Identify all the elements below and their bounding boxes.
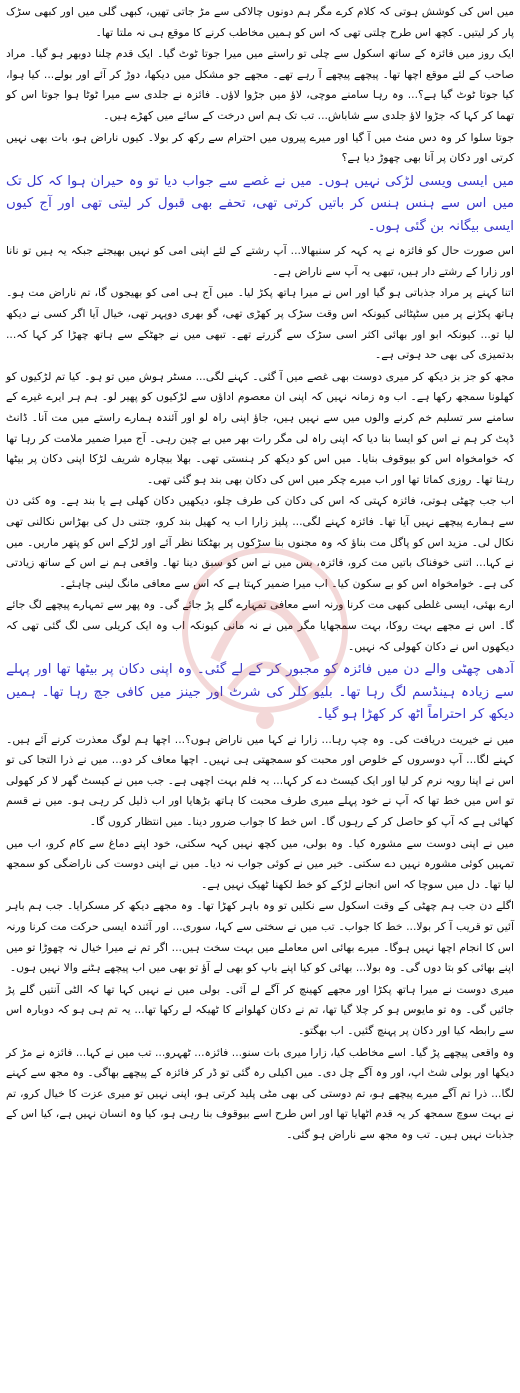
paragraph-13: وہ واقعی پیچھے پڑ گیا۔ اسے مخاطب کیا، زارا میری بات سنو... فائزہ... ٹھہرو... تب میں نے کہا... فائزہ نے مڑ کر دیکھا اور بولی شٹ اپ، اور وہ آگے چل دی۔ میں اکیلی رہ گئی تو ڈر کر فائزہ کے پیچھے بھاگی۔ وہ مجھ سے کہنے لگا... ذرا تم آگے میرے پیچھے ہو، تم دوستی کی بھی مٹی پلید کرتی ہو، اپنی نہیں تو میری عزت کا خیال کرو، تم نے بہت سوچ سمجھ کر یہ قدم اٹھایا تھا اور اس طرح اسے بیوقوف بنا رہی ہو، کیا وہ انسان نہیں ہے، کیا اس کے جذبات نہیں ہیں۔ تب وہ مجھ سے ناراض ہو گئی۔ [6,1045,514,1141]
highlight-quote-2: آدھی چھٹی والے دن میں فائزہ کو مجبور کر کے لے گئی۔ وہ اپنی دکان پر بیٹھا تھا اور پہلے سے زیادہ ہینڈسم لگ رہا تھا۔ بلیو کلر کی شرٹ اور جینز میں کافی جچ رہا تھا۔ ہمیں دیکھ کر احتراماً اٹھ کر کھڑا ہو گیا۔ [6,662,514,723]
paragraph-6: مجھ کو جز بز دیکھ کر میری دوست بھی غصے میں آ گئی۔ کہنے لگی... مسٹر ہوش میں تو ہو۔ کیا تم لڑکیوں کو کھلونا سمجھ رکھا ہے۔ اب وہ زمانہ نہیں کہ اپنی ان معصوم اداؤں سے لڑکیوں کو پھیر لو۔ ہم ہر ایرے غیرے کے سامنے سر تسلیم خم کرنے والوں میں سے نہیں ہیں، جاؤ اپنی راہ لو اور آئندہ ہمارے راستے میں مت آنا۔ ڈانٹ ڈپٹ کر ہم نے اس کو ایسا بنا دیا کہ اپنی راہ لی مگر رات بھر میں بے چین رہی۔ آج میرا ضمیر ملامت کر رہا تھا کہ خوامخواہ اس کو بیوقوف بنایا۔ میں اس کو دیکھ کر ہنستی تھی۔ بھلا بیچارہ شریف لڑکا اپنی دکان پر بیٹھا رہتا تھا۔ روزی کماتا تھا اور اب میرے چکر میں اس کی دکان بھی بند ہو گئی تھی۔ [6,369,514,486]
highlight-quote-1: میں ایسی ویسی لڑکی نہیں ہوں۔ میں نے غصے سے جواب دیا تو وہ حیران ہوا کہ کل تک میں اس سے ہنس ہنس کر باتیں کرتی تھی، تحفے بھی قبول کر لیتی تھی اور آج کیوں ایسی بیگانہ بن گئی ہوں۔ [6,173,514,234]
paragraph-4: اس صورت حال کو فائزہ نے یہ کہہ کر سنبھالا... آپ رشتے کے لئے اپنی امی کو نہیں بھیجتے جبکہ یہ ہیں تو نانا اور زارا کے رشتے دار ہیں، تبھی یہ آپ سے ناراض ہے۔ [6,244,514,278]
paragraph-2: ایک روز میں فائزہ کے ساتھ اسکول سے چلی تو راستے میں میرا جوتا ٹوٹ گیا۔ ایک قدم چلنا دوبھر ہو گیا۔ مراد صاحب کے لئے موقع اچھا تھا۔ پیچھے پیچھے آ رہے تھے۔ مجھے جو مشکل میں دیکھا، دوڑ کر آئے اور بولے... کیا ہوا، کیا جوتا ٹوٹ گیا ہے؟... وہ رہا سامنے موچی، لاؤ میں جڑوا لاؤں۔ فائزہ نے جلدی سے میرا ٹوٹا ہوا جوتا اس کو تھما کر کہا کہ جڑوا لاؤ جلدی سے شاباش... تب تک ہم اس درخت کے سائے میں کھڑے ہیں۔ [6,47,514,122]
paragraph-9: میں نے خیریت دریافت کی۔ وہ چپ رہا... زارا نے کہا میں ناراض ہوں؟... اچھا ہم لوگ معذرت کرنے آئے ہیں۔ کہنے لگا... آپ دوسروں کے خلوص اور محبت کو سمجھتی ہی نہیں۔ اچھا معاف کر دو... میں نے ذرا التجا کی تو اس نے اپنا رویہ نرم کر لیا اور ایک کیسٹ دے کر کہا... یہ فلم بہت اچھی ہے۔ جب میں نے کیسٹ گھر لا کر کھولی تو اس میں خط تھا کہ آپ نے خود پہلے میری طرف محبت کا ہاتھ بڑھایا اور اب ذلیل کر رہی ہو۔ میں نے قسم کھائی ہے کہ آپ کو حاصل کر کے رہوں گا۔ اس خط کا جواب ضرور دینا۔ میں انتظار کروں گا۔ [6,732,514,828]
paragraph-11: اگلے دن جب ہم چھٹی کے وقت اسکول سے نکلیں تو وہ باہر کھڑا تھا۔ وہ مجھے دیکھ کر مسکرایا۔ جب ہم باہر آئیں تو قریب آ کر بولا... خط کا جواب۔ تب میں نے سختی سے کہا، سوری... اور آئندہ ایسی حرکت مت کرنا ورنہ اس کا انجام اچھا نہیں ہوگا۔ میرے بھائی اس معاملے میں بہت سخت ہیں... اگر تم نے میرا خیال نہ چھوڑا تو میں اپنے بھائی کو بتا دوں گی۔ وہ بولا... بھائی کو کیا اپنے باپ کو بھی لے آؤ تو بھی میں اب پیچھے ہٹنے والا نہیں ہوں۔ [6,899,514,975]
paragraph-8: ارے بھئی، ایسی غلطی کبھی مت کرنا ورنہ اسے معافی تمہارے گلے پڑ جائے گی۔ وہ پھر سے تمہارے پیچھے لگ جائے گا۔ اس نے مجھے بہت روکا، بہت سمجھایا مگر میں نے نہ مانی کیونکہ اب وہ ایک کریلی سی لگ گئی تھی کہ دیکھوں اس نے دکان کھولی کہ نہیں۔ [6,598,514,653]
paragraph-1: میں اس کی کوشش ہوتی کہ کلام کرے مگر ہم دونوں چالاکی سے مڑ جاتی تھیں، کبھی گلی میں اور کبھی سڑک پار کر لیتیں۔ کچھ اس طرح چلتی تھی کہ اس کو ہمیں مخاطب کرنے کا موقع ہی نہ ملتا تھا۔ [6,5,514,39]
paragraph-5: اتنا کہنے پر مراد جذباتی ہو گیا اور اس نے میرا ہاتھ پکڑ لیا۔ میں آج ہی امی کو بھیجوں گا، تم ناراض مت ہو۔ ہاتھ پکڑنے پر میں سٹپٹائی کیونکہ اس وقت سڑک پر کھڑی تھی، گو بھری دوپہر تھی، خیال آیا اگر کسی نے دیکھ لیا تو... کیونکہ ابو اور بھائی اکثر اسی سڑک سے گزرتے تھے۔ تبھی میں نے جھٹکے سے ہاتھ چھڑا کر کہا کہ... بدتمیزی کی بھی حد ہوتی ہے۔ [6,286,514,362]
paragraph-3: جوتا سلوا کر وہ دس منٹ میں آ گیا اور میرے پیروں میں احترام سے رکھ کر بولا۔ کیوں ناراض ہو، بات بھی نہیں کرتی اور دکان پر آنا بھی چھوڑ دیا ہے؟ [6,130,514,165]
paragraph-12: میری دوست نے میرا ہاتھ پکڑا اور مجھے کھینچ کر آگے لے آئی۔ بولی میں نے نہیں کہا تھا کہ الٹی آنتیں گلے پڑ جائیں گی۔ وہ تو مایوس ہو کر چلا گیا تھا، تم نے دکان کھلوانے کا ٹھیکہ لے رکھا تھا... یہ تم ہی ہو کہ دوبارہ اس سے رابطہ کیا اور دکان پر پہنچ گئیں۔ اب بھگتو۔ [6,982,514,1037]
paragraph-10: میں نے اپنی دوست سے مشورہ کیا۔ وہ بولی، میں کچھ نہیں کہہ سکتی، خود اپنے دماغ سے کام کرو، اب میں تمہیں کوئی مشورہ نہیں دے سکتی۔ خیر میں نے کوئی جواب نہ دیا۔ میں نے اپنی دوست کی ناراضگی کو سمجھ لیا تھا۔ دل میں سوچا کہ اس انجانے لڑکے کو خط لکھنا ٹھیک نہیں ہے۔ [6,836,514,891]
paragraph-7: اب جب چھٹی ہوتی، فائزہ کہتی کہ اس کی دکان کی طرف چلو، دیکھیں دکان کھلی ہے یا بند ہے۔ وہ کئی دن سے ہمارے پیچھے نہیں آیا تھا۔ فائزہ کہنے لگی... پلیز زارا اب یہ کھیل بند کرو، جتنی دل کی بھڑاس نکالنی تھی نکال لی۔ مزید اس کو پاگل مت بناؤ کہ وہ مجنوں بنا سڑکوں پر بھٹکتا نظر آئے اور لڑکے اس کو پتھر ماریں۔ میں نے کہا... اتنی خوفناک باتیں مت کرو، فائزہ، بس میں نے اس کو سبق دینا تھا۔ واقعی ہم نے اس کے ساتھ زیادتی کی ہے۔ خوامخواہ اس کو بے سکون کیا۔ اب میرا ضمیر کہتا ہے کہ اس سے معافی مانگ لینی چاہئے۔ [6,494,514,590]
